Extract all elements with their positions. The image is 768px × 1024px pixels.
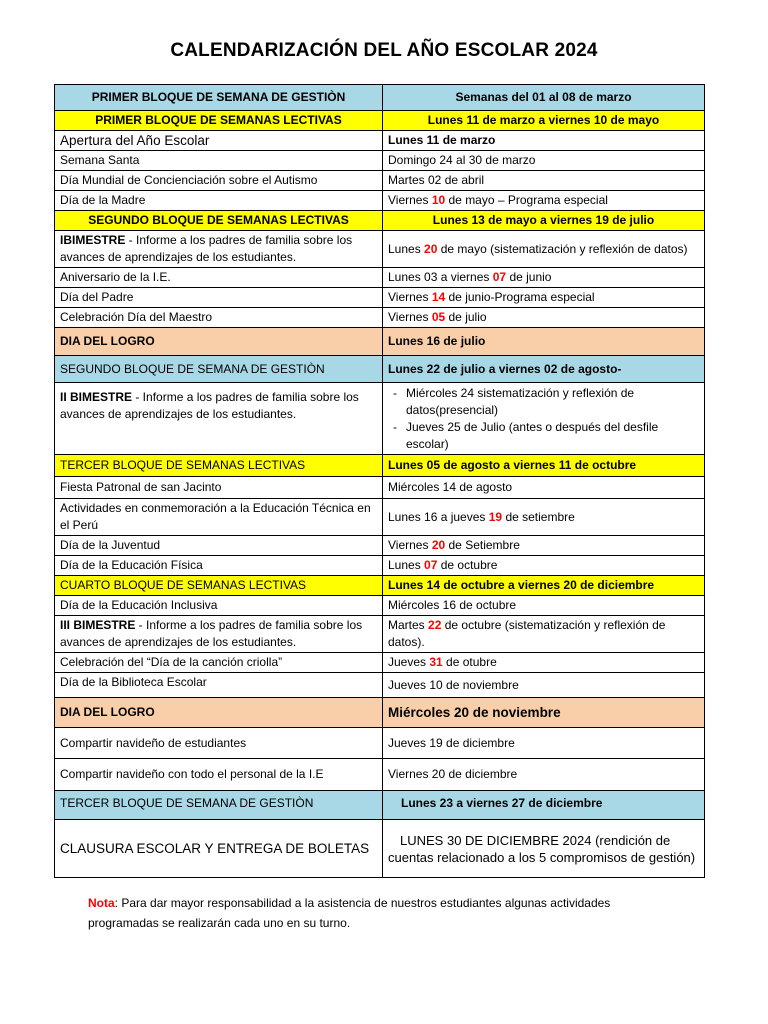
table-row xyxy=(55,791,705,820)
date-text: Jueves xyxy=(388,655,430,669)
date-cell xyxy=(383,556,705,576)
activity-text: - Informe a los padres de familia sobre los avances de aprendizajes de los estudiantes. xyxy=(60,233,353,264)
table-row xyxy=(55,616,705,653)
activity-cell: Semana Santa xyxy=(55,151,383,171)
date-cell xyxy=(383,616,705,653)
date-cell: Miércoles 14 de agosto xyxy=(383,477,705,499)
date-cell: Jueves 19 de diciembre xyxy=(383,728,705,759)
table-row xyxy=(55,111,705,131)
date-text: Viernes xyxy=(388,310,432,324)
table-row xyxy=(55,556,705,576)
date-text: Lunes xyxy=(388,241,425,256)
date-cell xyxy=(383,191,705,211)
table-row xyxy=(55,328,705,356)
section-date: Lunes 05 de agosto a viernes 11 de octubre xyxy=(383,455,705,477)
activity-cell: Fiesta Patronal de san Jacinto xyxy=(55,477,383,499)
table-row xyxy=(55,653,705,673)
section-header: PRIMER BLOQUE DE SEMANA DE GESTIÒN xyxy=(55,85,383,111)
section-date: Lunes 22 de julio a viernes 02 de agosto- xyxy=(383,356,705,383)
table-row xyxy=(55,499,705,536)
table-row xyxy=(55,171,705,191)
highlighted-day: 07 xyxy=(492,270,507,284)
table-row xyxy=(55,211,705,231)
table-row xyxy=(55,536,705,556)
date-text: de setiembre xyxy=(502,509,575,524)
table-row xyxy=(55,356,705,383)
section-date: Semanas del 01 al 08 de marzo xyxy=(383,85,705,111)
table-row xyxy=(55,477,705,499)
section-date: Lunes 11 de marzo a viernes 10 de mayo xyxy=(383,111,705,131)
activity-cell: Aniversario de la I.E. xyxy=(55,268,383,288)
bimester-label: IBIMESTRE xyxy=(60,233,126,247)
list-item: - Miércoles 24 sistematización y reflexión de datos(presencial) xyxy=(406,385,699,419)
table-row xyxy=(55,759,705,791)
highlighted-day: 14 xyxy=(431,290,446,304)
activity-cell: Día Mundial de Concienciación sobre el Autismo xyxy=(55,171,383,191)
activity-cell: Día de la Madre xyxy=(55,191,383,211)
table-row xyxy=(55,191,705,211)
highlighted-day: 07 xyxy=(424,558,438,572)
section-header: TERCER BLOQUE DE SEMANAS LECTIVAS xyxy=(55,455,383,477)
date-text: Viernes xyxy=(388,193,432,207)
table-row xyxy=(55,85,705,111)
date-text: de mayo – Programa especial xyxy=(445,193,608,207)
date-cell xyxy=(383,499,705,536)
table-row xyxy=(55,673,705,698)
table-row xyxy=(55,576,705,596)
table-row xyxy=(55,455,705,477)
table-row xyxy=(55,820,705,878)
table-row xyxy=(55,151,705,171)
date-list xyxy=(388,385,699,453)
date-text: de Setiembre xyxy=(445,538,520,552)
activity-cell: Día de la Educación Inclusiva xyxy=(55,596,383,616)
table-row xyxy=(55,231,705,268)
date-cell xyxy=(383,308,705,328)
activity-cell: Compartir navideño de estudiantes xyxy=(55,728,383,759)
logro-date: Lunes 16 de julio xyxy=(383,328,705,356)
date-cell xyxy=(383,231,705,268)
activity-text: - Informe a los padres de familia sobre los avances de aprendizajes de los estudiantes. xyxy=(60,618,363,649)
date-cell: Jueves 10 de noviembre xyxy=(383,673,705,698)
date-cell xyxy=(383,536,705,556)
highlighted-day: 05 xyxy=(431,310,446,324)
section-date: Lunes 13 de mayo a viernes 19 de julio xyxy=(383,211,705,231)
activity-cell: Celebración Día del Maestro xyxy=(55,308,383,328)
highlighted-day: 20 xyxy=(431,538,446,552)
highlighted-day: 31 xyxy=(429,655,443,669)
date-text: Viernes xyxy=(388,538,432,552)
date-cell xyxy=(383,288,705,308)
activity-cell: Día de la Educación Física xyxy=(55,556,383,576)
highlighted-day: 19 xyxy=(488,509,503,524)
activity-cell: Celebración del “Día de la canción criolla” xyxy=(55,653,383,673)
activity-cell: Apertura del Año Escolar xyxy=(55,131,383,151)
section-header: SEGUNDO BLOQUE DE SEMANA DE GESTIÒN xyxy=(55,356,383,383)
section-header: TERCER BLOQUE DE SEMANA DE GESTIÒN xyxy=(55,791,383,820)
date-text: de mayo (sistematización y reflexión de datos) xyxy=(437,241,688,256)
date-text: Martes xyxy=(388,618,429,632)
activity-cell: Día de la Biblioteca Escolar xyxy=(55,673,383,698)
bimester-label: II BIMESTRE xyxy=(60,390,133,404)
date-cell: Viernes 20 de diciembre xyxy=(383,759,705,791)
logro-label: DIA DEL LOGRO xyxy=(55,328,383,356)
calendar-table xyxy=(54,84,705,878)
date-cell: Martes 02 de abril xyxy=(383,171,705,191)
activity-cell: Día del Padre xyxy=(55,288,383,308)
logro-date: Miércoles 20 de noviembre xyxy=(383,698,705,728)
section-date: Lunes 23 a viernes 27 de diciembre xyxy=(383,791,705,820)
bimester-label: III BIMESTRE xyxy=(60,618,136,632)
highlighted-day: 20 xyxy=(424,241,438,256)
table-row xyxy=(55,698,705,728)
table-row xyxy=(55,308,705,328)
activity-cell: Día de la Juventud xyxy=(55,536,383,556)
date-text: de junio xyxy=(506,270,552,284)
date-cell: Lunes 11 de marzo xyxy=(383,131,705,151)
table-row xyxy=(55,268,705,288)
date-text: Lunes 03 a viernes xyxy=(388,270,493,284)
activity-cell: Actividades en conmemoración a la Educación Técnica en el Perú xyxy=(55,499,383,536)
table-row xyxy=(55,131,705,151)
logro-label: DIA DEL LOGRO xyxy=(55,698,383,728)
section-date: Lunes 14 de octubre a viernes 20 de diciembre xyxy=(383,576,705,596)
footnote xyxy=(88,893,668,933)
date-cell: Miércoles 16 de octubre xyxy=(383,596,705,616)
activity-cell: CLAUSURA ESCOLAR Y ENTREGA DE BOLETAS xyxy=(55,820,383,878)
date-text: de junio-Programa especial xyxy=(445,290,595,304)
note-label: Nota xyxy=(88,896,115,910)
date-text: de octubre (sistematización y reflexión de datos). xyxy=(388,618,666,649)
date-cell xyxy=(383,653,705,673)
activity-cell xyxy=(55,383,383,455)
note-text: : Para dar mayor responsabilidad a la asistencia de nuestros estudiantes algunas actividades programadas se realizarán cada uno en su turno. xyxy=(88,896,611,930)
section-header: CUARTO BLOQUE DE SEMANAS LECTIVAS xyxy=(55,576,383,596)
activity-cell xyxy=(55,231,383,268)
date-text: Lunes 16 a jueves xyxy=(388,509,489,524)
table-row xyxy=(55,728,705,759)
activity-text: - Informe a los padres de familia sobre los avances de aprendizajes de los estudiantes. xyxy=(60,390,359,421)
highlighted-day: 22 xyxy=(428,618,442,632)
date-cell: LUNES 30 DE DICIEMBRE 2024 (rendición de cuentas relacionado a los 5 compromisos de gestión) xyxy=(383,820,705,878)
activity-cell xyxy=(55,616,383,653)
section-header: PRIMER BLOQUE DE SEMANAS LECTIVAS xyxy=(55,111,383,131)
date-cell xyxy=(383,383,705,455)
date-text: Lunes xyxy=(388,558,425,572)
table-row xyxy=(55,288,705,308)
date-text: de julio xyxy=(445,310,487,324)
activity-cell: Compartir navideño con todo el personal de la I.E xyxy=(55,759,383,791)
date-cell xyxy=(383,268,705,288)
table-row xyxy=(55,383,705,455)
section-header: SEGUNDO BLOQUE DE SEMANAS LECTIVAS xyxy=(55,211,383,231)
list-item: - Jueves 25 de Julio (antes o después del desfile escolar) xyxy=(406,419,699,453)
highlighted-day: 10 xyxy=(431,193,446,207)
table-row xyxy=(55,596,705,616)
date-text: de otubre xyxy=(442,655,497,669)
date-text: de octubre xyxy=(437,558,498,572)
date-text: Viernes xyxy=(388,290,432,304)
date-cell: Domingo 24 al 30 de marzo xyxy=(383,151,705,171)
page-title: CALENDARIZACIÓN DEL AÑO ESCOLAR 2024 xyxy=(170,40,598,61)
